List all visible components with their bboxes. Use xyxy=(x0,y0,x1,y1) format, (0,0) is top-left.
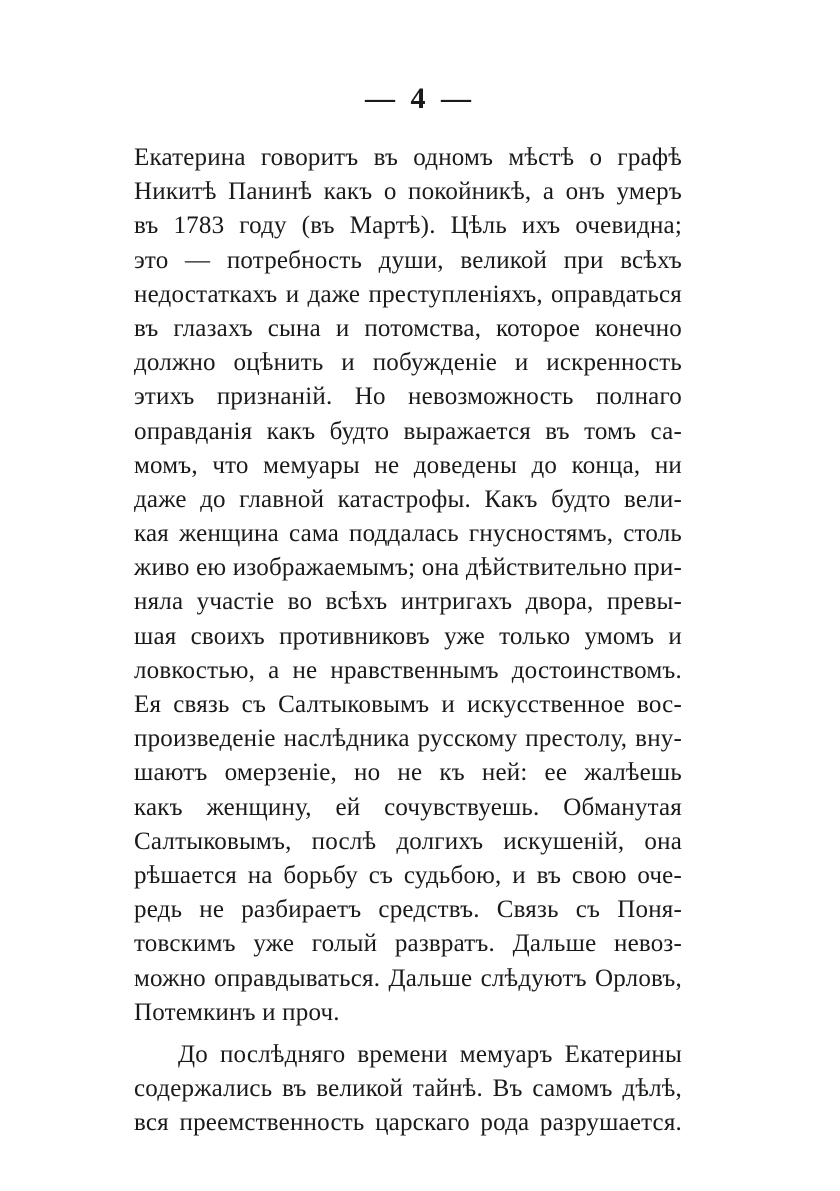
text-line: момъ, что мемуары не доведены до конца, ни xyxy=(134,451,682,479)
text-line: вся преемственность царскаго рода разрушается. xyxy=(134,1109,682,1137)
text-line: недостаткахъ и даже преступленіяхъ, оправдаться xyxy=(134,280,682,308)
paragraph-1 xyxy=(134,141,682,1030)
text-line: произведеніе наслѣдника русскому престолу, вну- xyxy=(134,725,682,753)
text-line: няла участіе во всѣхъ интригахъ двора, превы- xyxy=(134,588,682,616)
text-line: редь не разбираетъ средствъ. Связь съ Поня- xyxy=(134,896,682,924)
text-line: какъ женщину, ей сочувствуешь. Обманутая xyxy=(134,793,682,821)
text-line: Екатерина говоритъ въ одномъ мѣстѣ о графѣ xyxy=(134,144,682,171)
text-line: можно оправдываться. Дальше слѣдуютъ Орловъ, xyxy=(134,964,682,992)
text-line: товскимъ уже голый развратъ. Дальше невоз- xyxy=(134,930,682,958)
text-line: Никитѣ Панинѣ какъ о покойникѣ, а онъ умеръ xyxy=(134,178,682,206)
text-line: ловкостью, а не нравственнымъ достоинствомъ. xyxy=(134,656,682,684)
text-line: Потемкинъ и проч. xyxy=(134,998,340,1026)
text-line: содержались въ великой тайнѣ. Въ самомъ дѣлѣ, xyxy=(134,1075,682,1103)
text-line: До послѣдняго времени мемуаръ Екатерины xyxy=(178,1040,682,1068)
text-line: въ глазахъ сына и потомства, которое конечно xyxy=(134,314,682,342)
text-line: оправданія какъ будто выражается въ томъ са- xyxy=(134,417,682,445)
text-line: это — потребность души, великой при всѣхъ xyxy=(134,246,682,274)
text-line: Салтыковымъ, послѣ долгихъ искушеній, она xyxy=(134,827,682,855)
text-line: шаютъ омерзеніе, но не къ ней: ее жалѣешь xyxy=(134,759,682,787)
paragraph-gap xyxy=(134,1030,682,1038)
text-line: рѣшается на борьбу съ судьбою, и въ свою оче- xyxy=(134,861,682,889)
body-text xyxy=(134,141,682,1140)
text-line: даже до главной катастрофы. Какъ будто вели- xyxy=(134,485,682,513)
text-line: шая своихъ противниковъ уже только умомъ и xyxy=(134,622,682,650)
text-line: въ 1783 году (въ Мартѣ). Цѣль ихъ очевидна; xyxy=(134,212,682,240)
text-line: этихъ признаній. Но невозможность полнаго xyxy=(134,383,682,411)
text-line: Ея связь съ Салтыковымъ и искусственное вос- xyxy=(134,691,682,718)
page-number: — 4 — xyxy=(365,82,475,115)
paragraph-2 xyxy=(134,1038,682,1141)
text-line: живо ею изображаемымъ; она дѣйствительно при- xyxy=(134,554,682,582)
text-line: должно оцѣнить и побужденіе и искренность xyxy=(134,349,682,377)
text-line: кая женщина сама поддалась гнусностямъ, столь xyxy=(134,520,682,548)
